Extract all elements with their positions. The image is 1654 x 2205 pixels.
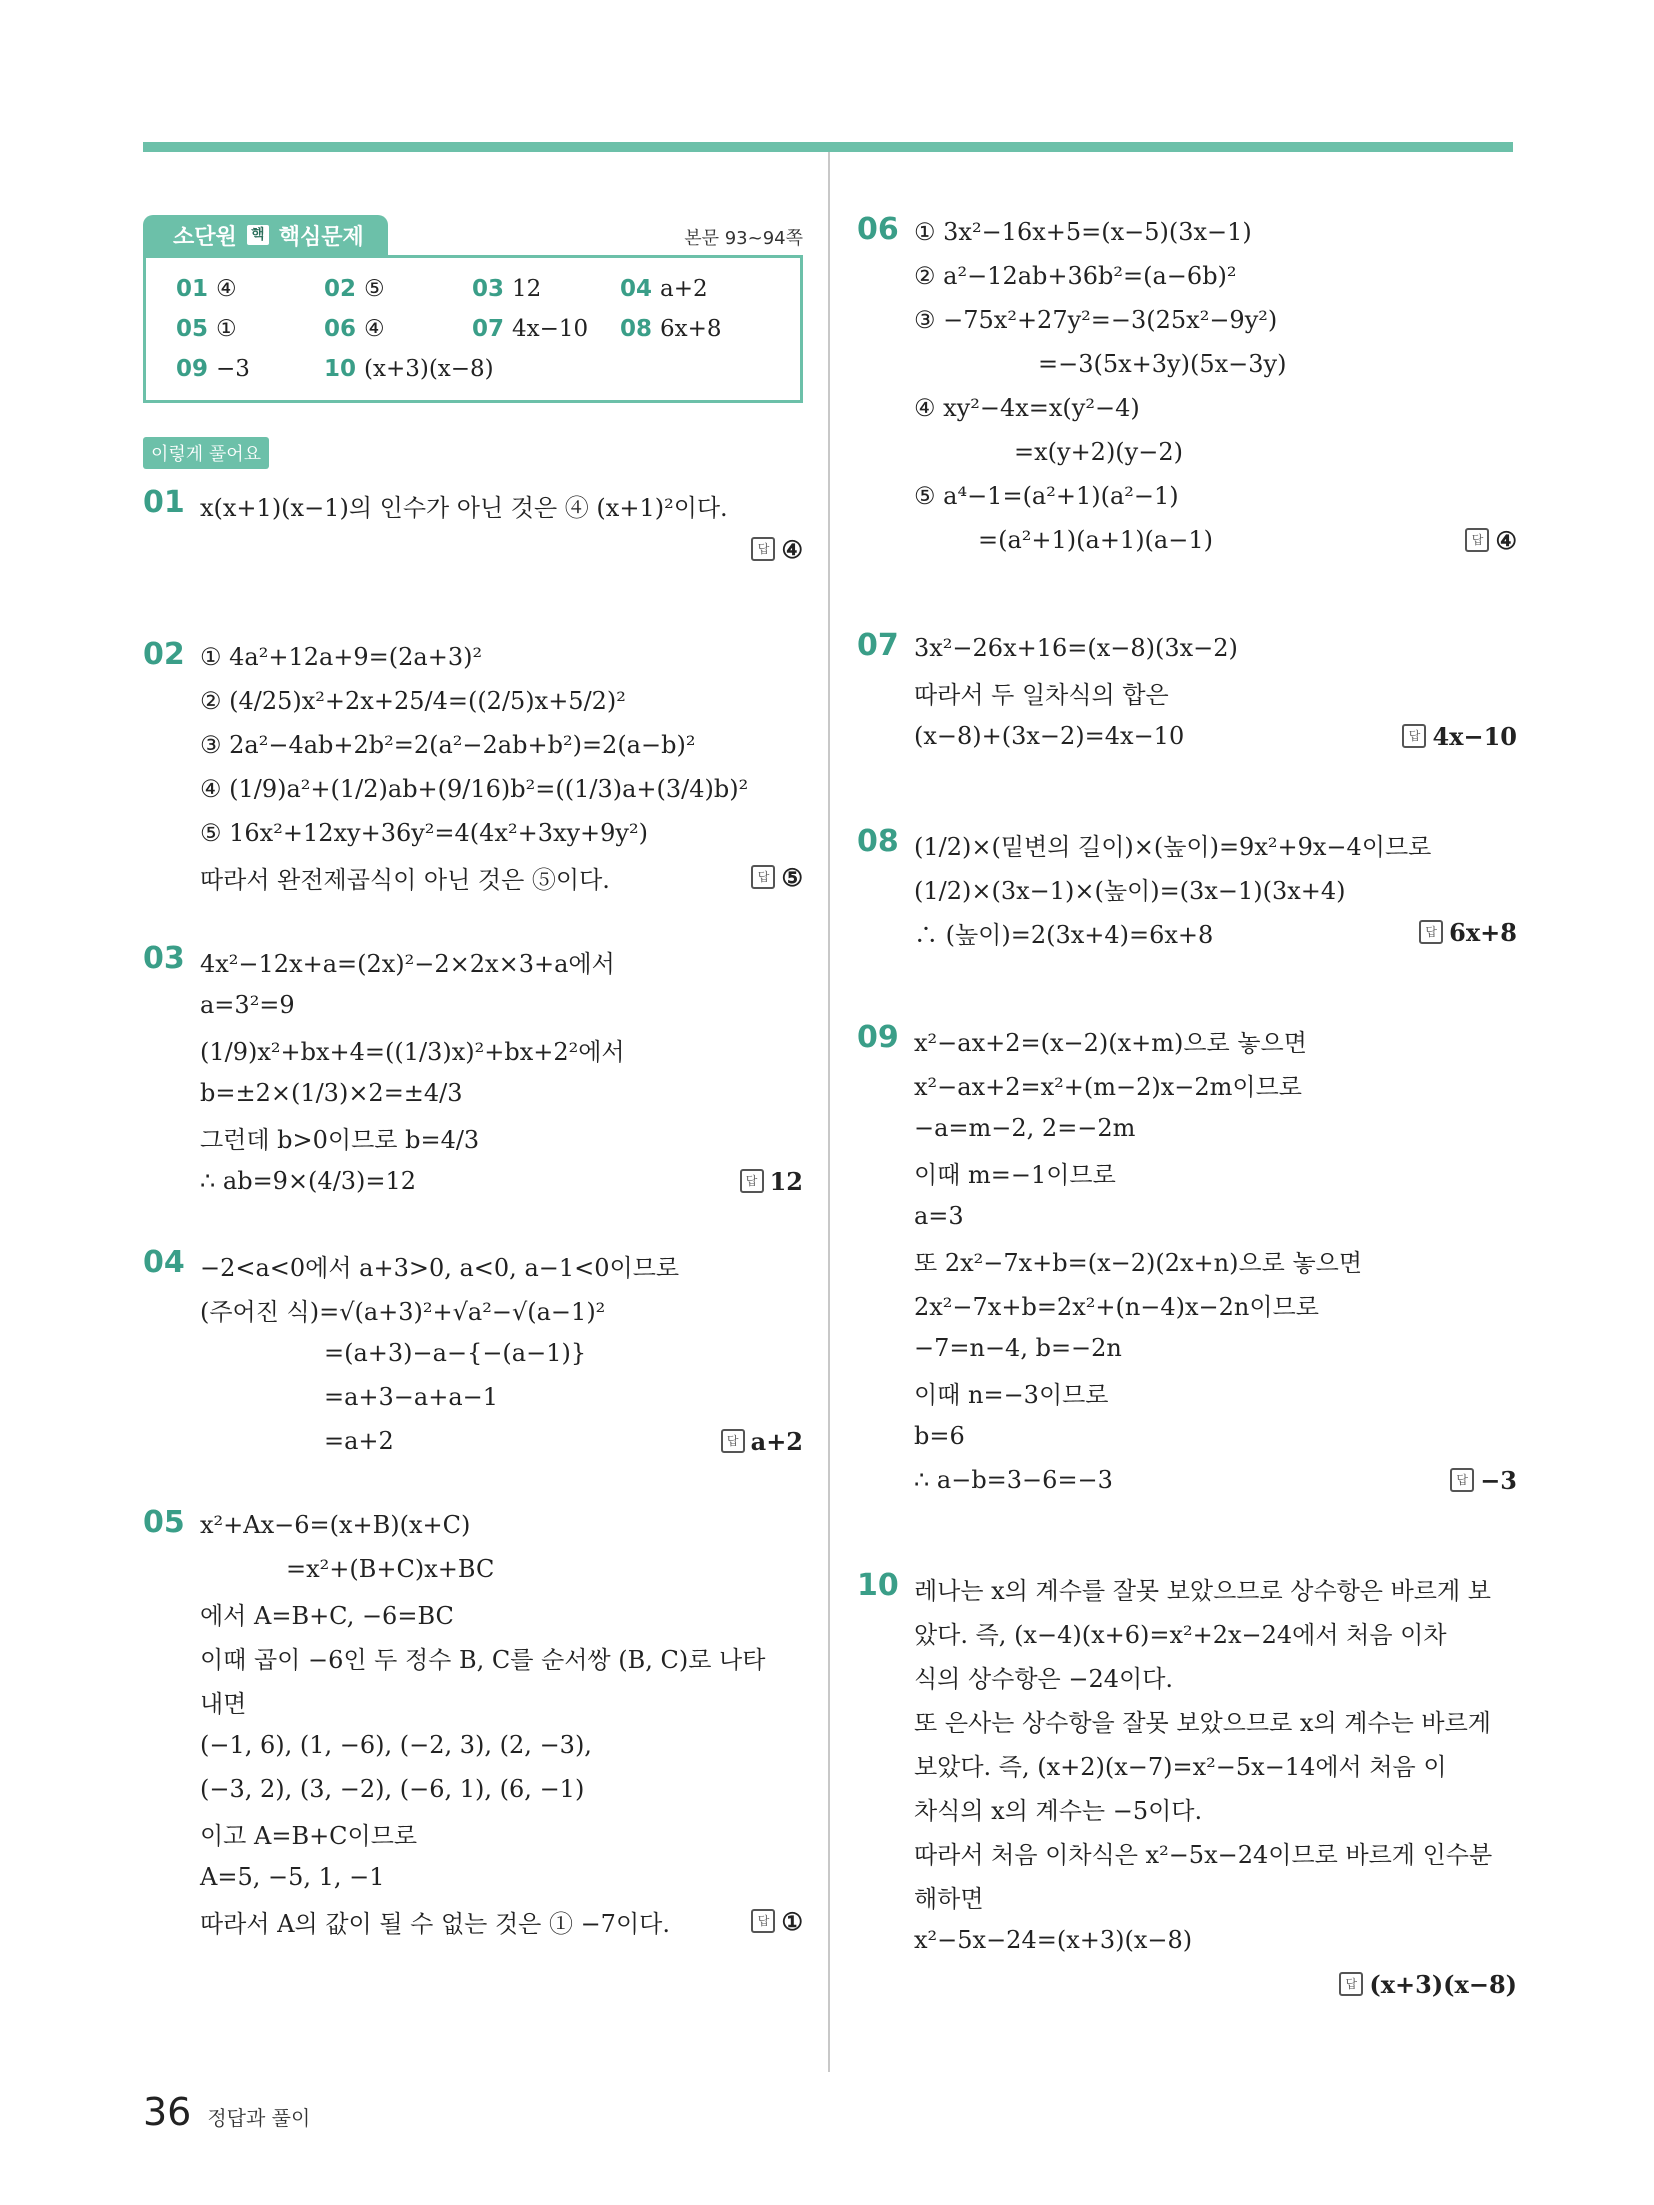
solution-line: ① 4a²+12a+9=(2a+3)² (200, 643, 483, 671)
final-answer: 답 6x+8 (914, 910, 1517, 954)
solution-line: 따라서 완전제곱식이 아닌 것은 ⑤이다. (200, 865, 610, 894)
solution-line: 차식의 x의 계수는 −5이다. (914, 1796, 1203, 1825)
answer-mark-icon: 답 (1339, 1972, 1363, 1996)
problem-06 (857, 210, 1517, 562)
answer-box-tab (143, 215, 388, 255)
solution-line: (1/9)x²+bx+4=((1/3)x)²+bx+2²에서 (200, 1037, 625, 1066)
solution-line: 따라서 처음 이차식은 x²−5x−24이므로 바르게 인수분 (914, 1840, 1493, 1869)
answer-box-header (143, 210, 803, 252)
solution-line: 이고 A=B+C이므로 (200, 1821, 418, 1850)
solution-line: 해하면 (914, 1884, 984, 1913)
solution-line: 에서 A=B+C, −6=BC (200, 1601, 454, 1630)
tab-title: 핵심문제 (278, 224, 364, 250)
answer-mark-icon: 답 (751, 1909, 775, 1933)
solution-line: ∴ a−b=3−6=−3 (914, 1466, 1113, 1494)
answer-item: 03 12 (472, 276, 542, 302)
solution-line: 이때 m=−1이므로 (914, 1160, 1116, 1189)
solution-line: =(a²+1)(a+1)(a−1) (978, 526, 1213, 554)
problem-number: 04 (143, 1245, 185, 1280)
solution-line: 따라서 두 일차식의 합은 (914, 680, 1169, 709)
solution-line: ⑤ 16x²+12xy+36y²=4(4x²+3xy+9y²) (200, 819, 648, 847)
problem-04 (143, 1243, 803, 1463)
answer-mark-icon: 답 (1450, 1468, 1474, 1492)
problem-number: 05 (143, 1505, 185, 1540)
answer-item: 02 ⑤ (324, 276, 385, 302)
solution-line: 내면 (200, 1689, 247, 1718)
final-answer: 답 −3 (914, 1458, 1517, 1502)
solution-line: x²−ax+2=x²+(m−2)x−2m이므로 (914, 1072, 1302, 1101)
final-answer: 답 12 (200, 1159, 803, 1203)
solution-line: ② a²−12ab+36b²=(a−6b)² (914, 262, 1237, 290)
problem-03 (143, 939, 803, 1203)
solution-line: ④ xy²−4x=x(y²−4) (914, 394, 1140, 422)
page-number: 36 (143, 2090, 192, 2134)
solution-line: 그런데 b>0이므로 b=4/3 (200, 1125, 480, 1154)
answer-mark-icon: 답 (1402, 724, 1426, 748)
section-label: 이렇게 풀어요 (143, 437, 269, 469)
solution-line: x²−5x−24=(x+3)(x−8) (914, 1926, 1193, 1954)
solution-line: ④ (1/9)a²+(1/2)ab+(9/16)b²=((1/3)a+(3/4)b)² (200, 775, 749, 803)
solution-line: a=3²=9 (200, 991, 295, 1019)
problem-09 (857, 1018, 1517, 1502)
answer-mark-icon: 답 (1465, 528, 1489, 552)
solution-line: (주어진 식)=√(a+3)²+√a²−√(a−1)² (200, 1297, 606, 1326)
problem-number: 03 (143, 941, 185, 976)
problem-number: 07 (857, 628, 899, 663)
answer-item: 01 ④ (176, 276, 237, 302)
header-accent-bar (143, 142, 1513, 152)
solution-line: 또 은사는 상수항을 잘못 보았으므로 x의 계수는 바르게 (914, 1708, 1491, 1737)
solution-line: 레나는 x의 계수를 잘못 보았으므로 상수항은 바르게 보 (914, 1576, 1491, 1605)
solution-line: 이때 곱이 −6인 두 정수 B, C를 순서쌍 (B, C)로 나타 (200, 1645, 766, 1674)
answer-box (143, 255, 803, 403)
problem-number: 06 (857, 212, 899, 247)
final-answer: 답 a+2 (200, 1419, 803, 1463)
solution-line: A=5, −5, 1, −1 (200, 1863, 385, 1891)
solution-line: 이때 n=−3이므로 (914, 1380, 1109, 1409)
solution-line: ∴ ab=9×(4/3)=12 (200, 1167, 417, 1195)
solution-line: ⑤ a⁴−1=(a²+1)(a²−1) (914, 482, 1179, 510)
footer-label: 정답과 풀이 (207, 2106, 311, 2130)
answer-item: 10 (x+3)(x−8) (324, 356, 494, 382)
final-answer: 답 (x+3)(x−8) (914, 1962, 1517, 2006)
final-answer: 답 ④ (914, 518, 1517, 562)
solution-line: ③ −75x²+27y²=−3(25x²−9y²) (914, 306, 1278, 334)
solution-line: =x(y+2)(y−2) (1014, 438, 1183, 466)
problem-01 (143, 483, 803, 571)
solution-line: ① 3x²−16x+5=(x−5)(3x−1) (914, 218, 1252, 246)
solution-line: =a+3−a+a−1 (324, 1383, 499, 1411)
page-reference: 본문 93~94쪽 (684, 228, 803, 249)
solution-line: (1/2)×(밑변의 길이)×(높이)=9x²+9x−4이므로 (914, 832, 1432, 861)
final-answer: 답 ① (200, 1899, 803, 1943)
solution-line: 따라서 A의 값이 될 수 없는 것은 ① −7이다. (200, 1909, 670, 1938)
problem-07 (857, 626, 1517, 758)
solution-line: (1/2)×(3x−1)×(높이)=(3x−1)(3x+4) (914, 876, 1346, 905)
answer-item: 05 ① (176, 316, 237, 342)
solution-line: ∴ (높이)=2(3x+4)=6x+8 (914, 920, 1214, 949)
tab-label: 소단원 (173, 224, 237, 250)
right-column (857, 210, 1517, 2006)
answer-mark-icon: 답 (721, 1429, 745, 1453)
problem-number: 01 (143, 485, 185, 520)
problem-number: 10 (857, 1568, 899, 1603)
problem-10 (857, 1566, 1517, 2006)
problem-number: 02 (143, 637, 185, 672)
solution-line: x²+Ax−6=(x+B)(x+C) (200, 1511, 471, 1539)
solution-line: x²−ax+2=(x−2)(x+m)으로 놓으면 (914, 1028, 1307, 1057)
solution-line: 2x²−7x+b=2x²+(n−4)x−2n이므로 (914, 1292, 1319, 1321)
solution-line: 3x²−26x+16=(x−8)(3x−2) (914, 634, 1238, 662)
answer-item: 06 ④ (324, 316, 385, 342)
answer-mark-icon: 답 (751, 537, 775, 561)
answer-mark-icon: 답 (751, 865, 775, 889)
page-footer (143, 2090, 310, 2134)
solution-line: 4x²−12x+a=(2x)²−2×2x×3+a에서 (200, 949, 615, 978)
solution-line: 식의 상수항은 −24이다. (914, 1664, 1174, 1693)
solution-line: −a=m−2, 2=−2m (914, 1114, 1136, 1142)
answer-item: 08 6x+8 (620, 316, 722, 342)
solution-line: ③ 2a²−4ab+2b²=2(a²−2ab+b²)=2(a−b)² (200, 731, 696, 759)
left-column (143, 210, 803, 1943)
solution-line: x(x+1)(x−1)의 인수가 아닌 것은 ④ (x+1)²이다. (200, 493, 728, 522)
column-divider (828, 152, 830, 2072)
answer-item: 09 −3 (176, 356, 250, 382)
solution-line: =(a+3)−a−{−(a−1)} (324, 1339, 587, 1367)
problem-number: 08 (857, 824, 899, 859)
final-answer: 답 ⑤ (200, 855, 803, 899)
solution-line: 또 2x²−7x+b=(x−2)(2x+n)으로 놓으면 (914, 1248, 1363, 1277)
final-answer: 답 ④ (200, 527, 803, 571)
solution-line: (x−8)+(3x−2)=4x−10 (914, 722, 1185, 750)
solution-line: b=±2×(1/3)×2=±4/3 (200, 1079, 463, 1107)
problem-number: 09 (857, 1020, 899, 1055)
solution-line: −2<a<0에서 a+3>0, a<0, a−1<0이므로 (200, 1253, 680, 1282)
solution-line: ② (4/25)x²+2x+25/4=((2/5)x+5/2)² (200, 687, 626, 715)
solution-line: −7=n−4, b=−2n (914, 1334, 1122, 1362)
notebook-icon: 핵 (247, 225, 269, 245)
solution-line: =a+2 (324, 1427, 394, 1455)
problem-08 (857, 822, 1517, 954)
solution-line: a=3 (914, 1202, 964, 1230)
solution-line: =x²+(B+C)x+BC (286, 1555, 495, 1583)
answer-item: 07 4x−10 (472, 316, 589, 342)
solution-line: (−1, 6), (1, −6), (−2, 3), (2, −3), (200, 1731, 592, 1759)
answer-mark-icon: 답 (740, 1169, 764, 1193)
solution-line: 보았다. 즉, (x+2)(x−7)=x²−5x−14에서 처음 이 (914, 1752, 1447, 1781)
answer-mark-icon: 답 (1419, 920, 1443, 944)
solution-line: =−3(5x+3y)(5x−3y) (1038, 350, 1287, 378)
final-answer: 답 4x−10 (914, 714, 1517, 758)
solution-line: b=6 (914, 1422, 965, 1450)
solution-line: (−3, 2), (3, −2), (−6, 1), (6, −1) (200, 1775, 585, 1803)
solution-line: 았다. 즉, (x−4)(x+6)=x²+2x−24에서 처음 이차 (914, 1620, 1447, 1649)
answer-item: 04 a+2 (620, 276, 708, 302)
problem-02 (143, 635, 803, 899)
problem-05 (143, 1503, 803, 1943)
